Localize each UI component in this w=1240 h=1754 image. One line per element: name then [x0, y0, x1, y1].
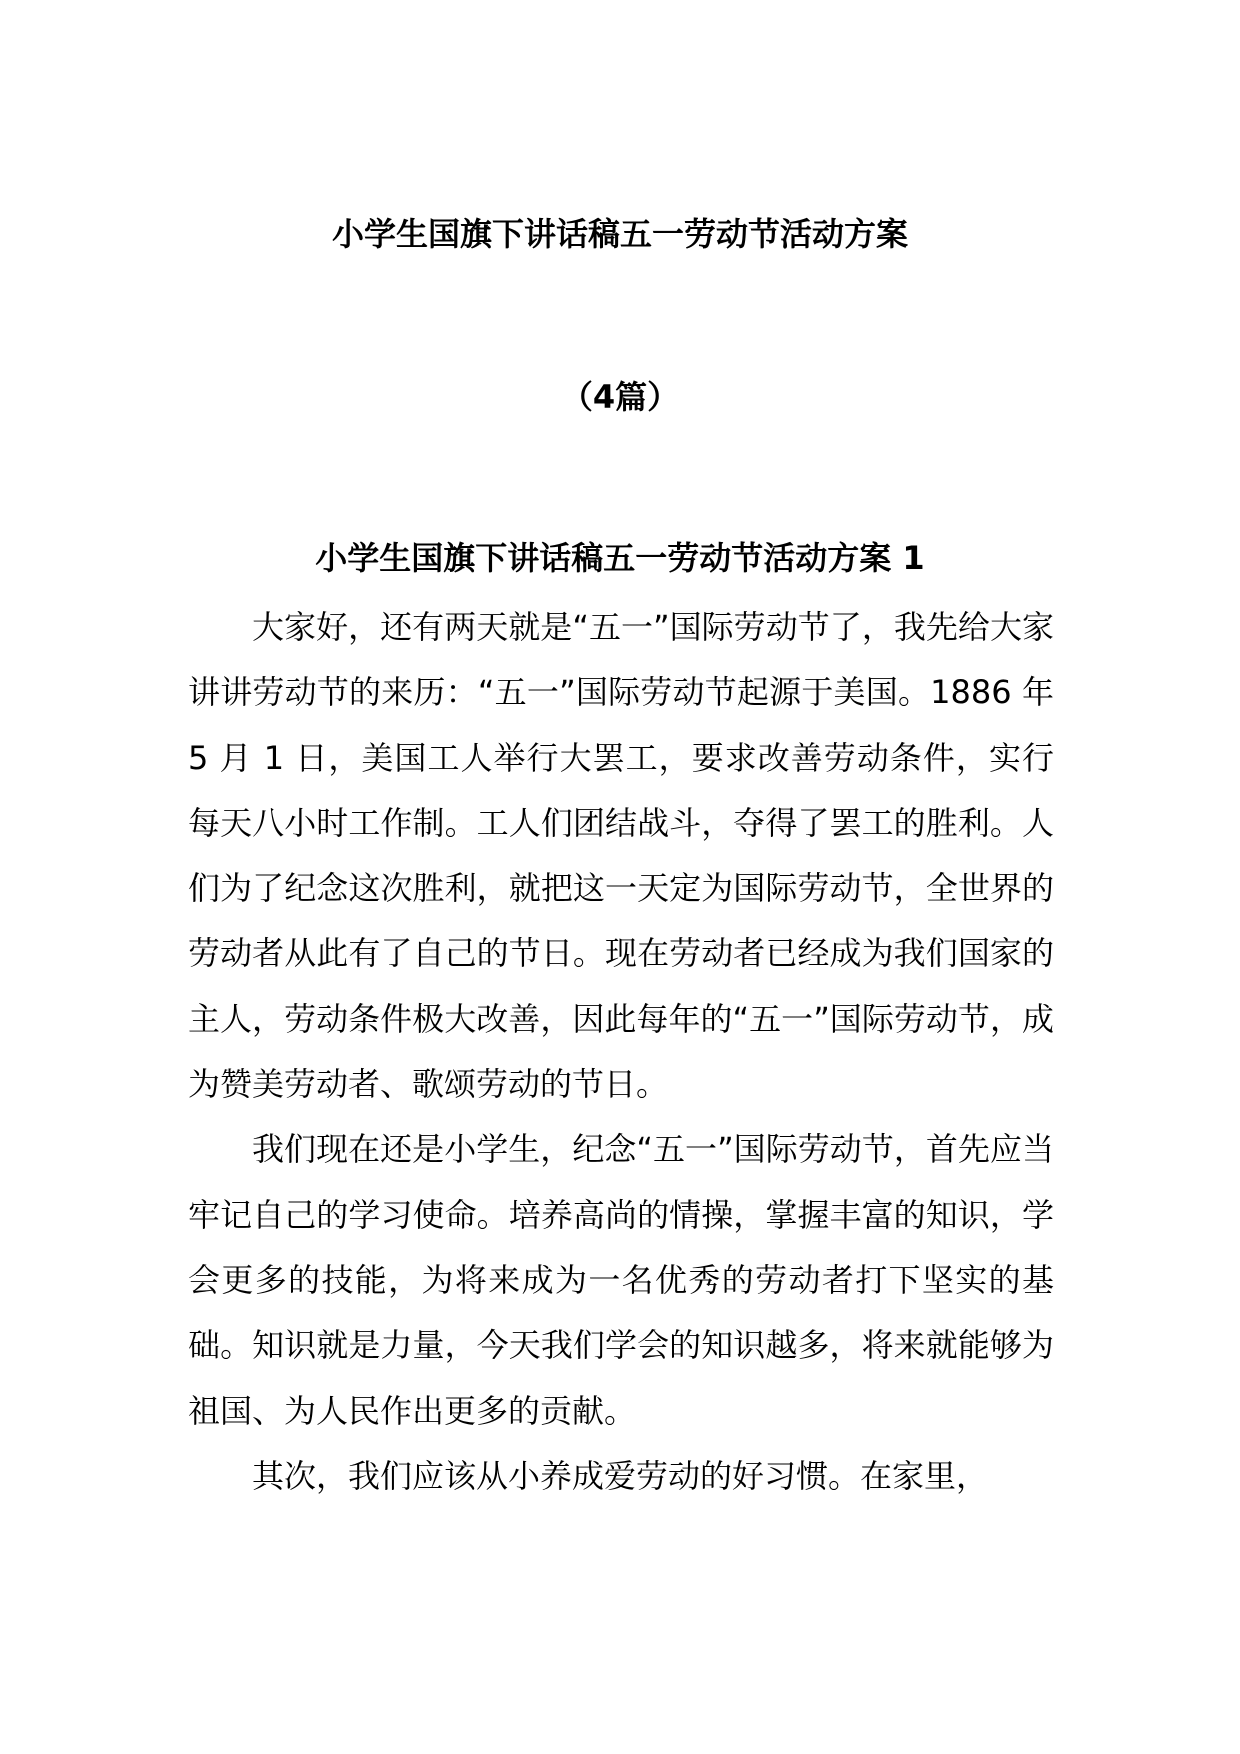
document-title: 小学生国旗下讲话稿五一劳动节活动方案	[331, 215, 908, 253]
body-text	[188, 595, 1054, 1509]
paragraph: 我们现在还是小学生，纪念“五一”国际劳动节，首先应当牢记自己的学习使命。培养高尚的情操，掌握丰富的知识，学会更多的技能，为将来成为一名优秀的劳动者打下坚实的基础。知识就是力量，今天我们学会的知识越多，将来就能够为祖国、为人民作出更多的贡献。	[188, 1130, 1054, 1430]
document-subtitle: （4篇）	[560, 378, 680, 416]
section-heading: 小学生国旗下讲话稿五一劳动节活动方案 1	[315, 539, 925, 577]
paragraph: 大家好，还有两天就是“五一”国际劳动节了，我先给大家讲讲劳动节的来历：“五一”国际劳动节起源于美国。1886 年 5 月 1 日，美国工人举行大罢工，要求改善劳动条件，实行每天八小时工作制。工人们团结战斗，夺得了罢工的胜利。人们为了纪念这次胜利，就把这一天定为国际劳动节，全世界的劳动者从此有了自己的节日。现在劳动者已经成为我们国家的主人，劳动条件极大改善，因此每年的“五一”国际劳动节，成为赞美劳动者、歌颂劳动的节日。	[188, 608, 1054, 1104]
paragraph: 其次，我们应该从小养成爱劳动的好习惯。在家里，	[252, 1456, 989, 1495]
